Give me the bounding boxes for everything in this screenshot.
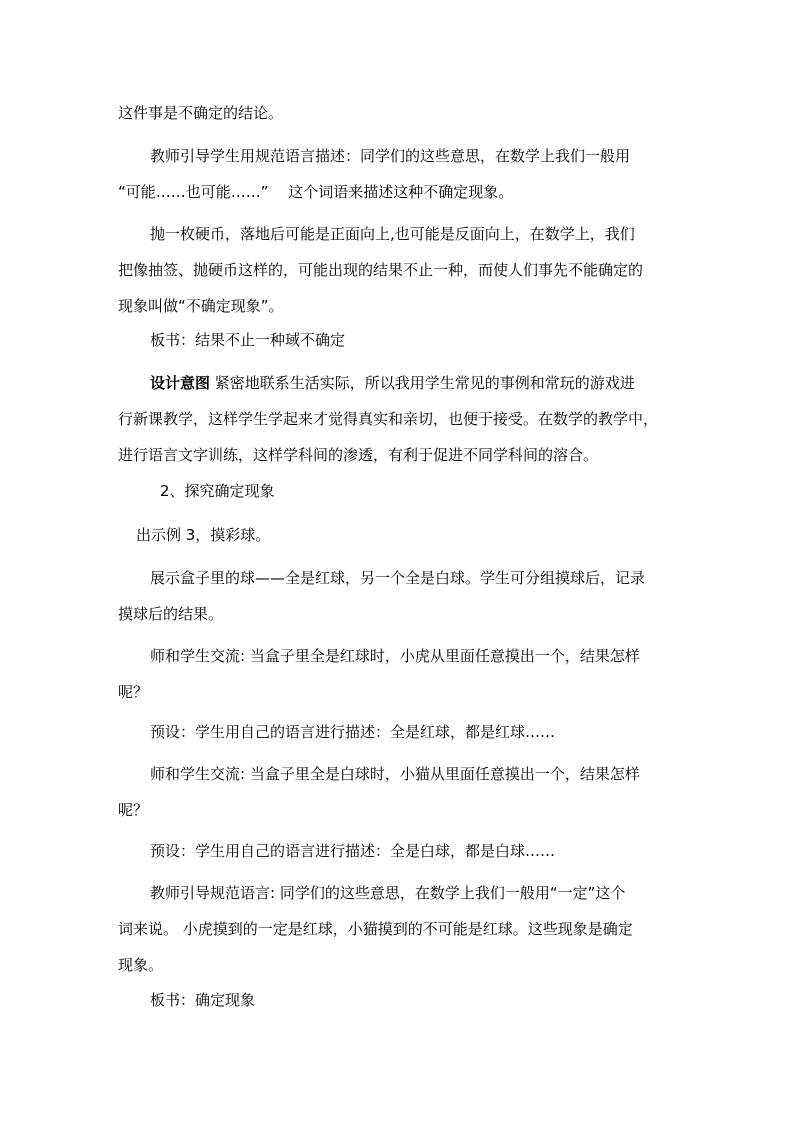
text-line: 摸球后的结果。 (118, 605, 224, 623)
paragraph-show-balls (0, 568, 794, 624)
text-line (0, 373, 794, 393)
paragraph-red-balls (0, 646, 794, 702)
design-intent-heading: 设计意图 (150, 374, 211, 392)
paragraph-design-intent (0, 373, 794, 465)
text-line: 展示盒子里的球——全是红球，另一个全是白球。学生可分组摸球后，记录 (150, 569, 646, 587)
design-intent-text: 紧密地联系生活实际，所以我用学生常见的事例和常玩的游戏进 (210, 374, 635, 392)
paragraph-coin-toss (0, 224, 794, 316)
paragraph-conclusion: 这件事是不确定的结论。 (118, 104, 284, 122)
paragraph-example-3: 出示例 3，摸彩球。 (136, 526, 271, 544)
text-line: 教师引导规范语言: 同学们的这些意思，在数学上我们一般用“一定”这个 (150, 884, 626, 902)
paragraph-white-balls (0, 764, 794, 820)
paragraph-preset-red: 预设：学生用自己的语言进行描述：全是红球，都是红球…… (150, 723, 556, 741)
text-line: 呢？ (118, 683, 149, 701)
text-line: 呢？ (118, 801, 149, 819)
text-line: 现象叫做“不确定现象”。 (118, 297, 284, 315)
text-line: 抛一枚硬币，落地后可能是正面向上,也可能是反面向上，在数学上，我们 (150, 225, 635, 243)
text-line: 现象。 (118, 956, 164, 974)
text-line: 教师引导学生用规范语言描述：同学们的这些意思，在数学上我们一般用 (150, 147, 631, 165)
paragraph-certain-language (0, 883, 794, 975)
section-heading-explore: 2、探究确定现象 (160, 482, 275, 500)
text-line: 师和学生交流: 当盒子里全是白球时，小猫从里面任意摸出一个，结果怎样 (150, 765, 640, 783)
paragraph-preset-white: 预设：学生用自己的语言进行描述：全是白球，都是白球…… (150, 842, 556, 860)
paragraph-board-certain: 板书：确定现象 (150, 991, 256, 1009)
text-line: 词来说。 小虎摸到的一定是红球，小猫摸到的不可能是红球。这些现象是确定 (118, 920, 633, 938)
text-line: “可能……也可能……” 这个词语来描述这种不确定现象。 (118, 183, 514, 201)
text-line: 师和学生交流: 当盒子里全是红球时，小虎从里面任意摸出一个，结果怎样 (150, 647, 640, 665)
text-line: 把像抽签、抛硬币这样的，可能出现的结果不止一种，而使人们事先不能确定的 (118, 261, 644, 279)
paragraph-board-uncertain: 板书：结果不止一种琙不确定 (150, 331, 346, 349)
text-line: 行新课教学，这样学生学起来才觉得真实和亲切，也便于接受。在数学的教学中， (118, 410, 659, 428)
paragraph-teacher-guidance (0, 146, 794, 202)
text-line: 进行语言文字训练，这样学科间的渗透，有利于促进不同学科间的溶合。 (118, 446, 599, 464)
